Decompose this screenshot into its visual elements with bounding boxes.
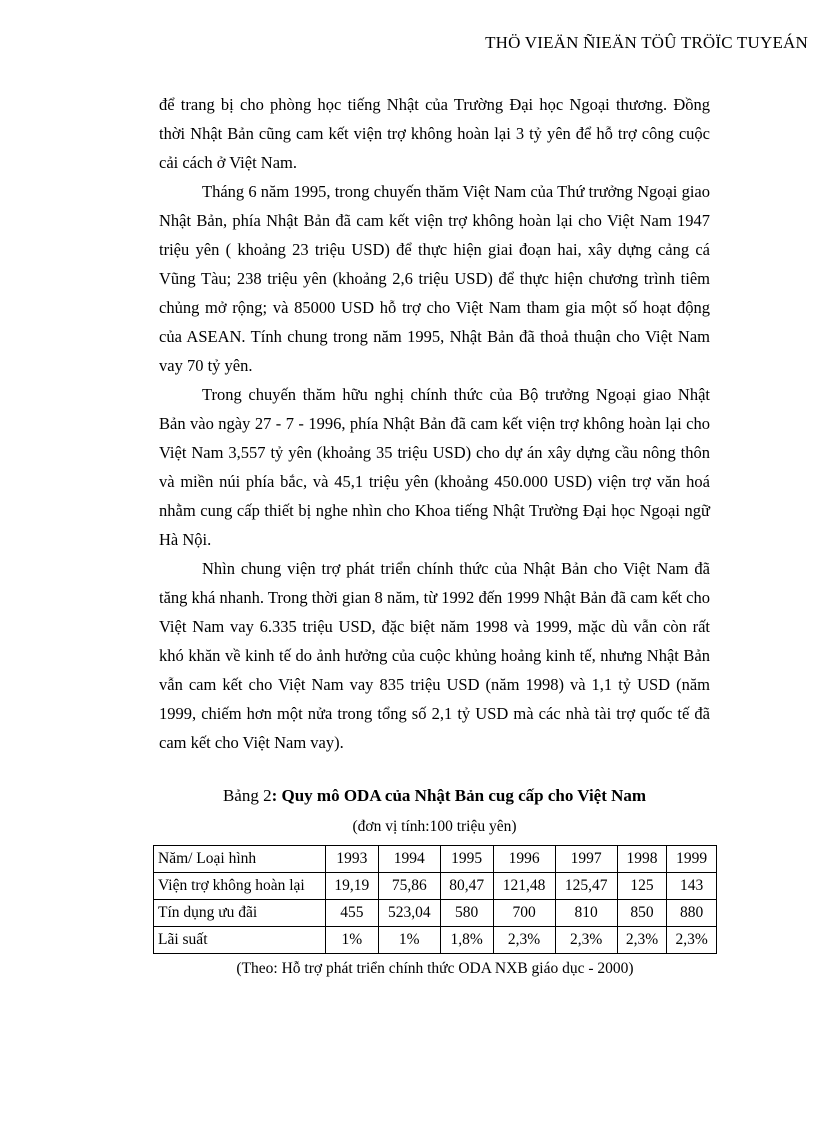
paragraph: Tháng 6 năm 1995, trong chuyến thăm Việt Nam của Thứ trưởng Ngoại giao Nhật Bản, phía Nhật Bản đã cam kết viện trợ không hoàn lại cho Việt Nam 1947 triệu yên ( khoảng 23 triệu USD) để thực hiện giai đoạn hai, xây dựng cảng cá Vũng Tàu; 238 triệu yên (khoảng 2,6 triệu USD) để thực hiện chương trình tiêm chủng mở rộng; và 85000 USD hỗ trợ cho Việt Nam tham gia một số hoạt động của ASEAN. Tính chung trong năm 1995, Nhật Bản đã thoả thuận cho Việt Nam vay 70 tỷ yên.: [159, 182, 710, 375]
table-cell: 2,3%: [617, 927, 667, 954]
table-cell: 850: [617, 900, 667, 927]
table-cell: 19,19: [326, 873, 379, 900]
table-row: [154, 873, 717, 900]
table-cell: 2,3%: [555, 927, 617, 954]
row-label: Tín dụng ưu đãi: [154, 900, 326, 927]
table-cell: 700: [493, 900, 555, 927]
paragraph: để trang bị cho phòng học tiếng Nhật của Trường Đại học Ngoại thương. Đồng thời Nhật Bản cũng cam kết viện trợ không hoàn lại 3 tỷ yên để hỗ trợ công cuộc cải cách ở Việt Nam.: [159, 95, 710, 172]
page-header: THÖ VIEÄN ÑIEÄN TÖÛ TRÖÏC TUYEÁN: [485, 33, 808, 52]
header-cell-year: 1997: [555, 846, 617, 873]
table-cell: 880: [667, 900, 717, 927]
header-cell-year: 1999: [667, 846, 717, 873]
table-header-row: [154, 846, 717, 873]
row-label: Lãi suất: [154, 927, 326, 954]
table-cell: 2,3%: [493, 927, 555, 954]
table-cell: 1%: [378, 927, 440, 954]
table-caption: [159, 786, 710, 806]
table-cell: 1%: [326, 927, 379, 954]
table-cell: 810: [555, 900, 617, 927]
table-cell: 125,47: [555, 873, 617, 900]
header-cell-year: 1993: [326, 846, 379, 873]
table-cell: 523,04: [378, 900, 440, 927]
paragraph: Nhìn chung viện trợ phát triển chính thức của Nhật Bản cho Việt Nam đã tăng khá nhanh. Trong thời gian 8 năm, từ 1992 đến 1999 Nhật Bản đã cam kết cho Việt Nam vay 6.335 triệu USD, đặc biệt năm 1998 và 1999, mặc dù vẫn còn rất khó khăn về kinh tế do ảnh hưởng của cuộc khủng hoảng kinh tế, nhưng Nhật Bản vẫn cam kết cho Việt Nam vay 835 triệu USD (năm 1998) và 1,1 tỷ USD (năm 1999, chiếm hơn một nửa trong tổng số 2,1 tỷ USD mà các nhà tài trợ quốc tế đã cam kết cho Việt Nam vay).: [159, 559, 710, 752]
table-caption-prefix: Bảng 2: [222, 786, 272, 805]
table-caption-title: : Quy mô ODA của Nhật Bản cug cấp cho Việt Nam: [271, 786, 647, 805]
header-cell-year: 1996: [493, 846, 555, 873]
header-cell-year: 1998: [617, 846, 667, 873]
table-source: (Theo: Hỗ trợ phát triển chính thức ODA NXB giáo dục - 2000): [236, 960, 634, 977]
header-cell-year: 1994: [378, 846, 440, 873]
table-cell: 75,86: [378, 873, 440, 900]
paragraph: Trong chuyến thăm hữu nghị chính thức của Bộ trưởng Ngoại giao Nhật Bản vào ngày 27 - 7 - 1996, phía Nhật Bản đã cam kết viện trợ không hoàn lại cho Việt Nam 3,557 tỷ yên (khoảng 35 triệu USD) cho dự án xây dựng cầu nông thôn và miền núi phía bắc, và 45,1 triệu yên (khoảng 450.000 USD) viện trợ văn hoá nhằm cung cấp thiết bị nghe nhìn cho Khoa tiếng Nhật Trường Đại học Ngoại ngữ Hà Nội.: [159, 385, 710, 549]
table-cell: 580: [440, 900, 493, 927]
table-cell: 143: [667, 873, 717, 900]
row-label: Viện trợ không hoàn lại: [154, 873, 326, 900]
table-cell: 121,48: [493, 873, 555, 900]
header-cell-year: 1995: [440, 846, 493, 873]
table-cell: 125: [617, 873, 667, 900]
oda-table: [153, 845, 717, 954]
table-row: [154, 900, 717, 927]
body-text: [159, 90, 710, 757]
table-unit: (đơn vị tính:100 triệu yên): [352, 818, 517, 835]
table-cell: 80,47: [440, 873, 493, 900]
table-row: [154, 927, 717, 954]
header-cell-label: Năm/ Loại hình: [154, 846, 326, 873]
table-cell: 2,3%: [667, 927, 717, 954]
table-cell: 1,8%: [440, 927, 493, 954]
table-cell: 455: [326, 900, 379, 927]
